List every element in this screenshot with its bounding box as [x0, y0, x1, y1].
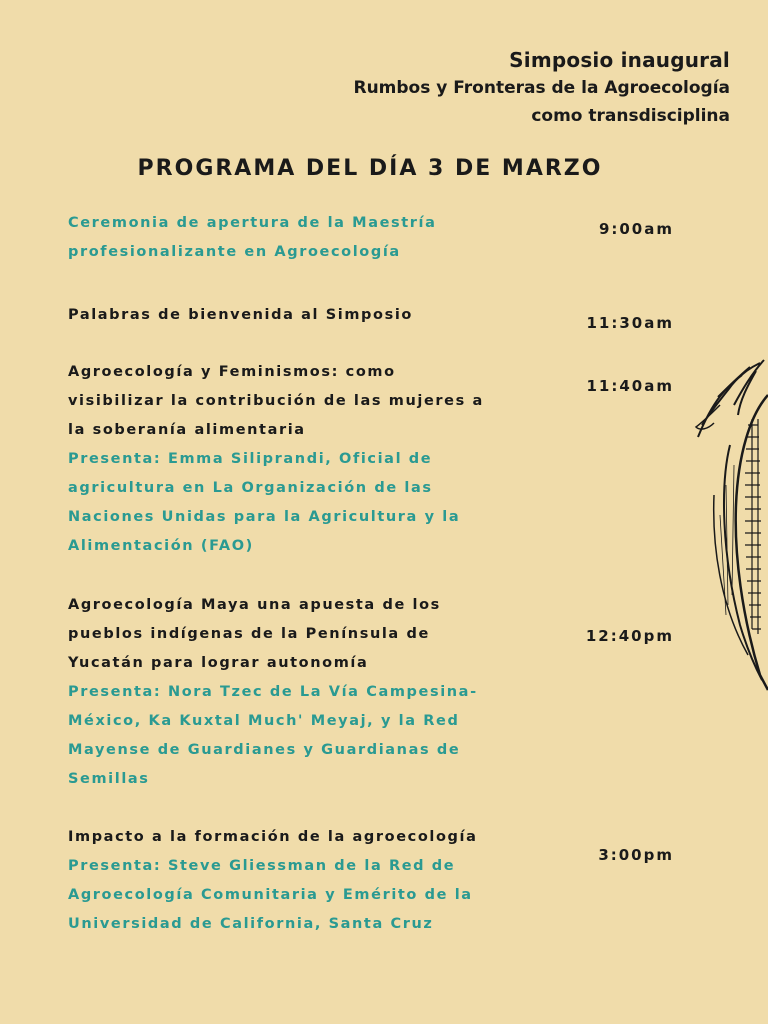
item-text-line: pueblos indígenas de la Península de: [68, 626, 430, 642]
presenter-line: Presenta: Nora Tzec de La Vía Campesina-: [68, 684, 478, 700]
corn-cob-icon: [690, 355, 768, 700]
header: [353, 46, 730, 130]
presenter-line: Universidad de California, Santa Cruz: [68, 916, 434, 932]
schedule-item-welcome: [68, 301, 518, 330]
presenter-line: Agroecología Comunitaria y Emérito de la: [68, 887, 473, 903]
schedule-item-feminisms: [68, 358, 518, 561]
presenter-line: México, Ka Kuxtal Much' Meyaj, y la Red: [68, 713, 460, 729]
item-text-line: visibilizar la contribución de las mujeres a: [68, 393, 484, 409]
presenter-line: Alimentación (FAO): [68, 538, 254, 554]
item-text-line: Agroecología Maya una apuesta de los: [68, 597, 441, 613]
presenter-line: Mayense de Guardianes y Guardianas de: [68, 742, 461, 758]
item-time: 12:40pm: [585, 627, 674, 645]
item-time: 11:30am: [586, 314, 674, 332]
schedule-item-maya: [68, 591, 518, 794]
presenter-line: Presenta: Emma Siliprandi, Oficial de: [68, 451, 433, 467]
schedule-item-impact: [68, 823, 518, 939]
presenter-line: Semillas: [68, 771, 150, 787]
item-time: 11:40am: [586, 377, 674, 395]
item-text-line: Palabras de bienvenida al Simposio: [68, 307, 413, 323]
presenter-line: Naciones Unidas para la Agricultura y la: [68, 509, 461, 525]
symposium-subtitle-line-1: Rumbos y Fronteras de la Agroecología: [353, 78, 730, 98]
item-text-line: Ceremonia de apertura de la Maestría: [68, 215, 437, 231]
program-title: PROGRAMA DEL DÍA 3 DE MARZO: [137, 156, 603, 181]
item-text-line: Agroecología y Feminismos: como: [68, 364, 396, 380]
item-text-line: Yucatán para lograr autonomía: [68, 655, 369, 671]
item-time: 3:00pm: [598, 846, 674, 864]
item-time: 9:00am: [598, 220, 674, 238]
item-text-line: la soberanía alimentaria: [68, 422, 306, 438]
item-text-line: profesionalizante en Agroecología: [68, 244, 401, 260]
presenter-line: Presenta: Steve Gliessman de la Red de: [68, 858, 456, 874]
schedule-item-opening: [68, 209, 518, 267]
item-text-line: Impacto a la formación de la agroecología: [68, 829, 478, 845]
symposium-title: Simposio inaugural: [509, 48, 730, 72]
symposium-subtitle-line-2: como transdisciplina: [531, 106, 730, 126]
presenter-line: agricultura en La Organización de las: [68, 480, 433, 496]
